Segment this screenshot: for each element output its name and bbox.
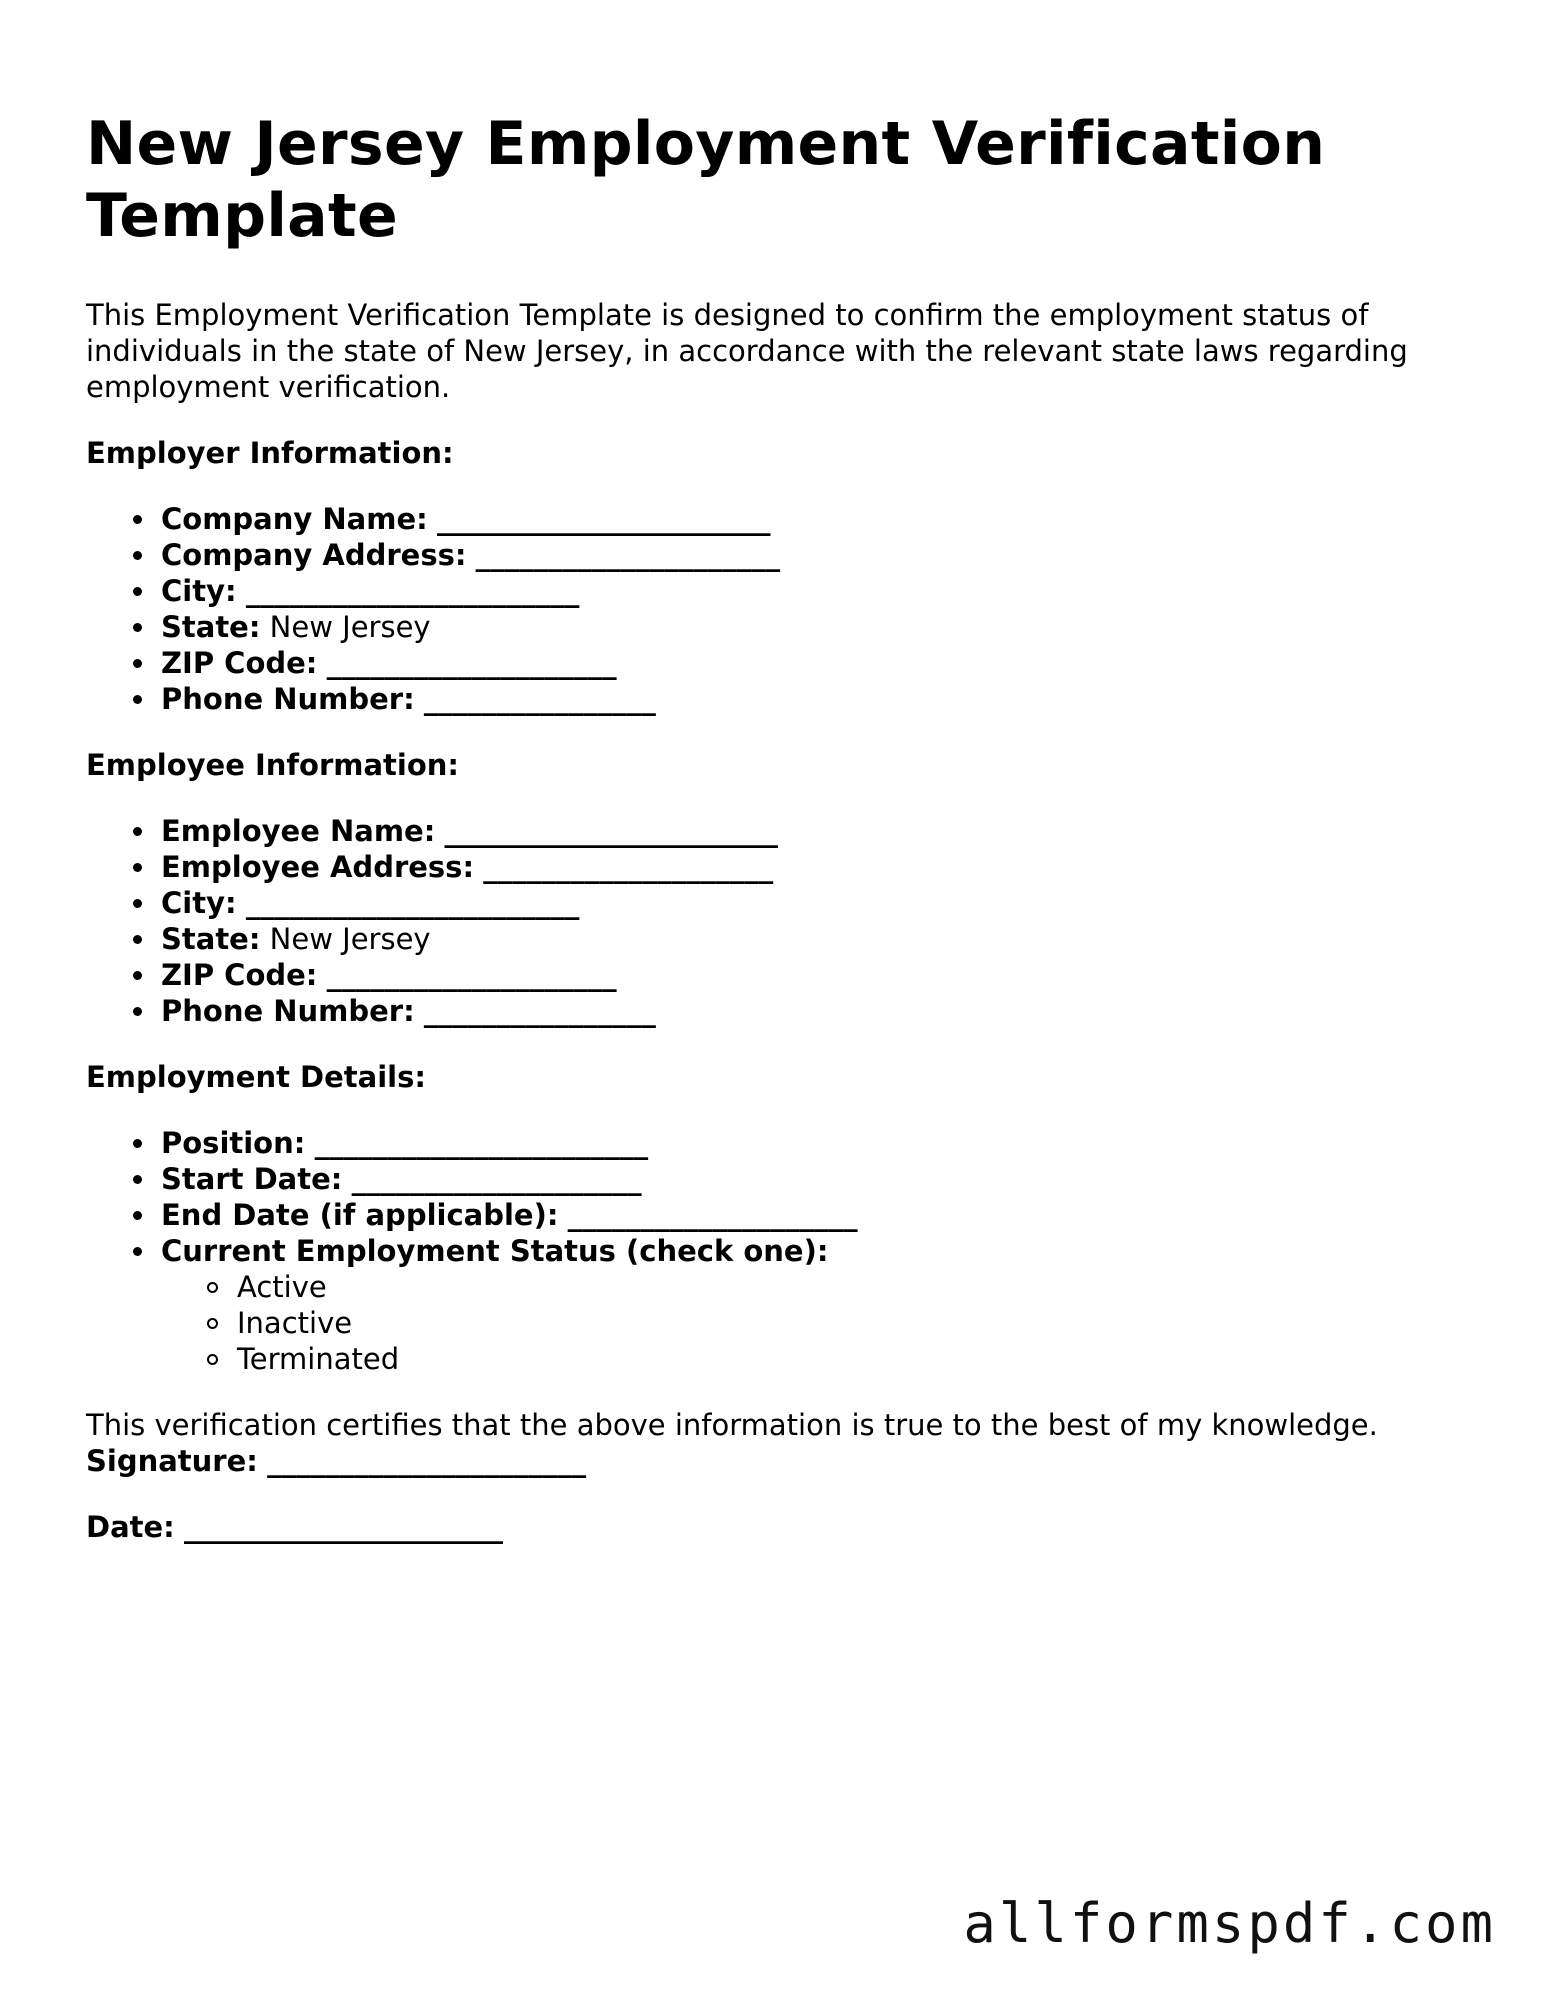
field-label: Current Employment Status (check one): xyxy=(161,1234,829,1268)
field-label: ZIP Code: xyxy=(161,958,318,992)
end-date-field xyxy=(129,1197,1466,1233)
employee-address-field xyxy=(129,849,1466,885)
status-option-terminated[interactable]: Terminated xyxy=(205,1341,1466,1377)
employee-name-blank[interactable]: _______________________ xyxy=(444,814,779,848)
position-field xyxy=(129,1125,1466,1161)
end-date-blank[interactable]: ____________________ xyxy=(567,1198,858,1232)
position-blank[interactable]: _______________________ xyxy=(314,1126,649,1160)
employer-fields xyxy=(86,501,1466,717)
company-name-blank[interactable]: _______________________ xyxy=(436,502,771,536)
field-label: Phone Number: xyxy=(161,994,415,1028)
date-field xyxy=(86,1509,1466,1545)
employee-phone-field xyxy=(129,993,1466,1029)
field-label: City: xyxy=(161,574,237,608)
field-label: State: xyxy=(161,610,261,644)
employee-city-field xyxy=(129,885,1466,921)
employment-status-field xyxy=(129,1233,1466,1377)
employee-city-blank[interactable]: _______________________ xyxy=(245,886,580,920)
field-label: Employee Name: xyxy=(161,814,436,848)
employer-city-field xyxy=(129,573,1466,609)
company-address-blank[interactable]: _____________________ xyxy=(475,538,781,572)
start-date-field xyxy=(129,1161,1466,1197)
start-date-blank[interactable]: ____________________ xyxy=(351,1162,642,1196)
field-label: Date: xyxy=(86,1510,175,1544)
employee-name-field xyxy=(129,813,1466,849)
employer-state-field xyxy=(129,609,1466,645)
employer-city-blank[interactable]: _______________________ xyxy=(245,574,580,608)
employer-heading: Employer Information: xyxy=(86,436,454,470)
signature-field xyxy=(86,1443,1466,1479)
employee-heading: Employee Information: xyxy=(86,748,460,782)
field-label: End Date (if applicable): xyxy=(161,1198,559,1232)
company-name-field xyxy=(129,501,1466,537)
field-label: ZIP Code: xyxy=(161,646,318,680)
field-label: Phone Number: xyxy=(161,682,415,716)
intro-paragraph: This Employment Verification Template is designed to confirm the employment status of individuals in the state of New Jersey, in accordance with the relevant state laws regarding employment verification. xyxy=(86,298,1408,404)
page-title: New Jersey Employment Verification Template xyxy=(86,109,1326,251)
employer-state-value: New Jersey xyxy=(269,610,431,644)
employee-zip-field xyxy=(129,957,1466,993)
employer-zip-blank[interactable]: ____________________ xyxy=(326,646,617,680)
employee-phone-blank[interactable]: ________________ xyxy=(423,994,656,1028)
employer-zip-field xyxy=(129,645,1466,681)
employee-state-value: New Jersey xyxy=(269,922,431,956)
employer-phone-blank[interactable]: ________________ xyxy=(423,682,656,716)
employee-fields xyxy=(86,813,1466,1029)
field-label: Employee Address: xyxy=(161,850,475,884)
field-label: Company Name: xyxy=(161,502,428,536)
employer-phone-field xyxy=(129,681,1466,717)
employment-heading: Employment Details: xyxy=(86,1060,426,1094)
field-label: State: xyxy=(161,922,261,956)
field-label: Signature: xyxy=(86,1444,258,1478)
signature-blank[interactable]: ______________________ xyxy=(267,1444,587,1478)
certification-statement: This verification certifies that the above information is true to the best of my knowledge. xyxy=(86,1408,1378,1442)
status-option-active[interactable]: Active xyxy=(205,1269,1466,1305)
company-address-field xyxy=(129,537,1466,573)
employment-fields xyxy=(86,1125,1466,1377)
employee-state-field xyxy=(129,921,1466,957)
status-option-inactive[interactable]: Inactive xyxy=(205,1305,1466,1341)
watermark: allformspdf.com xyxy=(963,1892,1496,1955)
field-label: Position: xyxy=(161,1126,306,1160)
field-label: City: xyxy=(161,886,237,920)
employee-zip-blank[interactable]: ____________________ xyxy=(326,958,617,992)
date-blank[interactable]: ______________________ xyxy=(184,1510,503,1544)
employee-address-blank[interactable]: ____________________ xyxy=(483,850,774,884)
status-options xyxy=(161,1269,1466,1377)
field-label: Start Date: xyxy=(161,1162,343,1196)
field-label: Company Address: xyxy=(161,538,467,572)
document-page xyxy=(86,108,1466,1545)
